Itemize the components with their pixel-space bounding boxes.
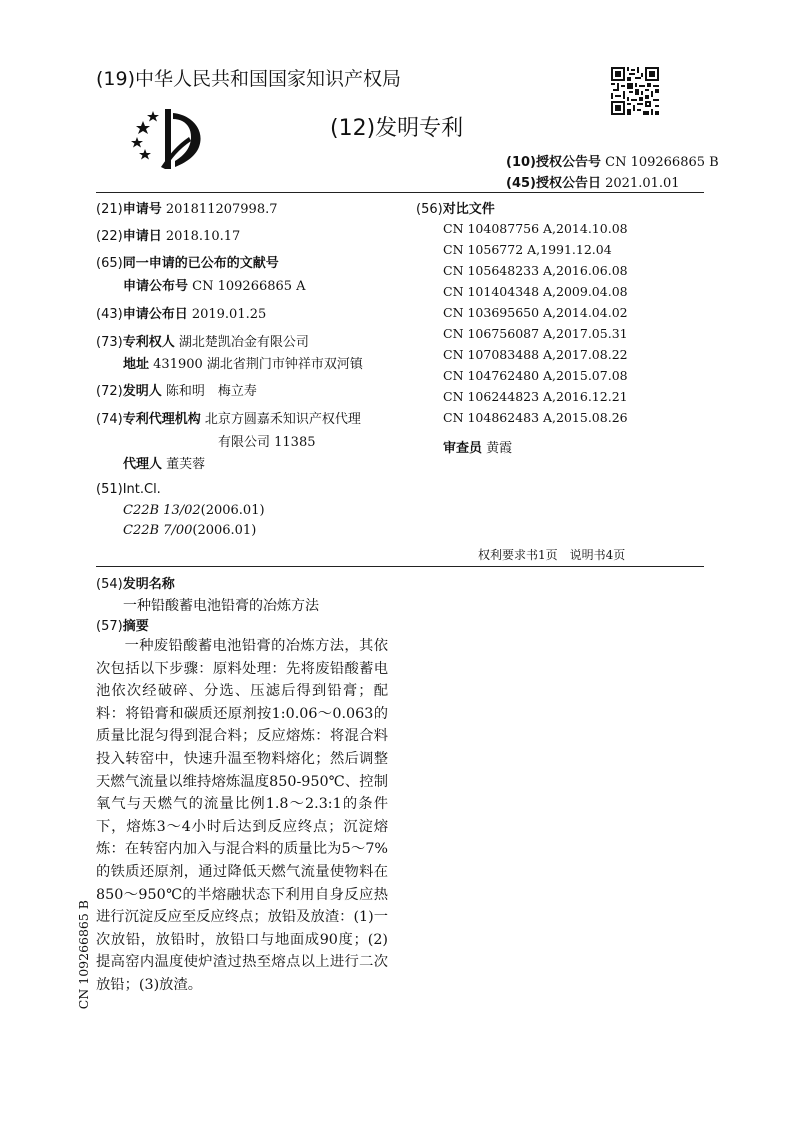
intcl-heading: (51)Int.Cl. bbox=[96, 482, 161, 497]
citation-item: CN 104862483 A,2015.08.26 bbox=[443, 410, 628, 425]
patent-agent: 代理人 董芙蓉 bbox=[123, 457, 206, 472]
patent-agency: (74)专利代理机构 北京方圆嘉禾知识产权代理 bbox=[96, 412, 361, 427]
inventors: (72)发明人 陈和明 梅立寿 bbox=[96, 384, 257, 399]
abstract-text: 一种废铅酸蓄电池铅膏的冶炼方法，其依次包括以下步骤：原料处理：先将废铅酸蓄电池依次经破碎、分选、压滤后得到铅膏；配料：将铅膏和碳质还原剂按1:0.06～0.063的质量比混匀得到混合料；反应熔炼：将混合料投入转窑中，快速升温至物料熔化；然后调整天燃气流量以维持熔炼温度850-950℃、控制氧气与天燃气的流量比例1.8～2.3:1的条件下，熔炼3～4小时后达到反应终点；沉淀熔炼：在转窑内加入与混合料的质量比为5～7%的铁质还原剂，通过降低天燃气流量使物料在850～950℃的半熔融状态下利用自身反应热进行沉淀反应至反应终点；放铅及放渣：(1)一次放铅，放铅时，放铅口与地面成90度；(2)提高窑内温度使炉渣过热至熔点以上进行二次放铅；(3)放渣。 bbox=[96, 638, 388, 993]
prior-publication-number: 申请公布号 CN 109266865 A bbox=[123, 279, 306, 294]
citation-item: CN 104087756 A,2014.10.08 bbox=[443, 221, 628, 236]
grant-pub-date: (45)授权公告日 2021.01.01 bbox=[506, 176, 680, 191]
abstract-heading: (57)摘要 bbox=[96, 619, 149, 634]
page-count-note: 权利要求书1页 说明书4页 bbox=[478, 548, 626, 562]
intcl-item: C22B 13/02(2006.01) bbox=[123, 503, 265, 518]
prior-publication-date: (43)申请公布日 2019.01.25 bbox=[96, 307, 267, 322]
patentee: (73)专利权人 湖北楚凯冶金有限公司 bbox=[96, 335, 309, 350]
office-name: (19)中华人民共和国国家知识产权局 bbox=[96, 68, 402, 90]
cnipa-logo-icon bbox=[131, 107, 211, 173]
invention-title: 一种铅酸蓄电池铅膏的冶炼方法 bbox=[123, 598, 319, 614]
citation-item: CN 107083488 A,2017.08.22 bbox=[443, 347, 628, 362]
application-date: (22)申请日 2018.10.17 bbox=[96, 229, 241, 244]
document-type: (12)发明专利 bbox=[330, 116, 464, 141]
citations-heading: (56)对比文件 bbox=[416, 202, 495, 217]
citation-item: CN 106756087 A,2017.05.31 bbox=[443, 326, 628, 341]
patent-agency-line2: 有限公司 11385 bbox=[218, 435, 316, 450]
invention-title-heading: (54)发明名称 bbox=[96, 577, 175, 592]
grant-pub-number: (10)授权公告号 CN 109266865 B bbox=[506, 155, 719, 170]
citation-item: CN 1056772 A,1991.12.04 bbox=[443, 242, 612, 257]
patentee-address: 地址 431900 湖北省荆门市钟祥市双河镇 bbox=[123, 357, 363, 372]
side-publication-number: CN 109266865 B bbox=[76, 900, 91, 1010]
application-number: (21)申请号 201811207998.7 bbox=[96, 202, 278, 217]
qr-code-icon bbox=[611, 67, 659, 115]
intcl-item: C22B 7/00(2006.01) bbox=[123, 523, 257, 538]
citation-item: CN 106244823 A,2016.12.21 bbox=[443, 389, 628, 404]
examiner: 审查员 黄霞 bbox=[443, 441, 513, 456]
citation-item: CN 101404348 A,2009.04.08 bbox=[443, 284, 628, 299]
prior-publication-heading: (65)同一申请的已公布的文献号 bbox=[96, 256, 279, 271]
citation-item: CN 104762480 A,2015.07.08 bbox=[443, 368, 628, 383]
citation-item: CN 103695650 A,2014.04.02 bbox=[443, 305, 628, 320]
header-divider bbox=[96, 192, 704, 193]
section-divider bbox=[96, 566, 704, 567]
citation-item: CN 105648233 A,2016.06.08 bbox=[443, 263, 628, 278]
